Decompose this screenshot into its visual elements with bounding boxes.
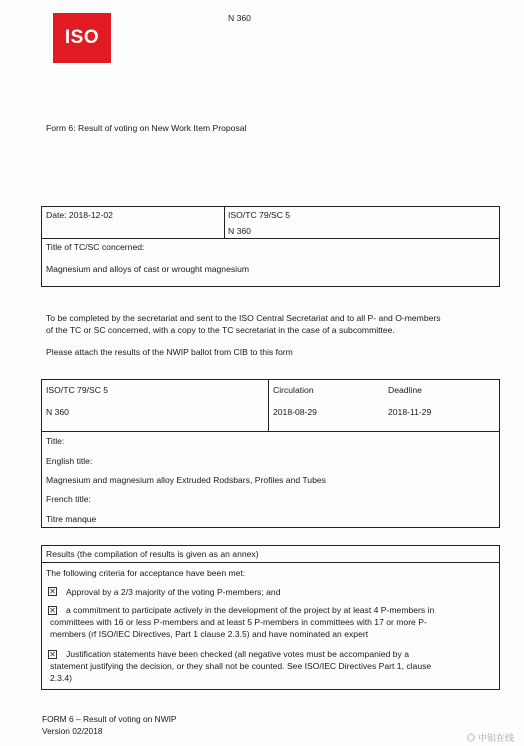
french-title: Titre manque (46, 514, 97, 524)
tc-title: Magnesium and alloys of cast or wrought magnesium (46, 264, 250, 274)
french-title-label: French title: (46, 494, 91, 504)
divider (41, 238, 500, 239)
footer (42, 713, 177, 737)
divider (268, 379, 269, 431)
footer-version: Version 02/2018 (42, 726, 103, 736)
criterion-2-text: members (rf ISO/IEC Directives, Part 1 clause 2.3.5) and have nominated an expert (50, 629, 369, 639)
iso-logo (53, 13, 111, 63)
doc-number: N 360 (228, 13, 251, 23)
criteria-intro: The following criteria for acceptance have been met: (46, 568, 246, 578)
footer-form-name: FORM 6 – Result of voting on NWIP (42, 714, 177, 724)
criterion-3-text: 2.3.4) (50, 673, 72, 683)
divider (224, 206, 225, 238)
watermark: ◎ 中铝在线 (466, 733, 514, 743)
title-label: Title: (46, 436, 65, 446)
divider (41, 431, 500, 432)
results-label: Results (the compilation of results is given as an annex) (46, 549, 259, 559)
circulation-label: Circulation (273, 385, 314, 395)
instructions-attach: Please attach the results of the NWIP ballot from CIB to this form (46, 347, 293, 357)
deadline-date: 2018-11-29 (388, 407, 432, 417)
tc-title-label: Title of TC/SC concerned: (46, 242, 145, 252)
committee-ref: ISO/TC 79/SC 5 (228, 210, 291, 220)
criterion-2-checkbox[interactable]: ✕ (49, 606, 56, 615)
form-title: Form 6: Result of voting on New Work Item Proposal (46, 123, 247, 133)
criterion-2-text: a commitment to participate actively in the development of the project by at least 4 P-members in (66, 605, 435, 615)
deadline-label: Deadline (388, 385, 422, 395)
english-title: Magnesium and magnesium alloy Extruded Rodsbars, Profiles and Tubes (46, 475, 326, 485)
committee-ref: ISO/TC 79/SC 5 (46, 385, 109, 395)
english-title-label: English title: (46, 456, 93, 466)
criterion-2-text: committees with 16 or less P-members and at least 5 P-members in committees with 17 or more P- (50, 617, 427, 627)
divider (41, 562, 500, 563)
criterion-3-checkbox[interactable]: ✕ (49, 650, 56, 659)
box-ballot-info (41, 379, 500, 528)
criterion-1-text: Approval by a 2/3 majority of the voting P-members; and (66, 587, 281, 597)
criterion-3-text: Justification statements have been checked (all negative votes must be accompanied by a (66, 649, 409, 659)
iso-logo-text: ISO (64, 27, 100, 48)
date-field: Date: 2018-12-02 (46, 210, 113, 220)
doc-ref: N 360 (46, 407, 69, 417)
criterion-3-text: statement justifying the decision, or they shall not be counted. See ISO/IEC Directives Part 1, clause (50, 661, 432, 671)
criterion-1-checkbox[interactable]: ✕ (49, 587, 56, 596)
circulation-date: 2018-08-29 (273, 407, 317, 417)
instructions-line: of the TC or SC concerned, with a copy to the TC secretariat in the case of a subcommittee. (46, 325, 395, 335)
instructions-line: To be completed by the secretariat and sent to the ISO Central Secretariat and to all P- and O-members (46, 313, 441, 323)
doc-ref: N 360 (228, 226, 251, 236)
